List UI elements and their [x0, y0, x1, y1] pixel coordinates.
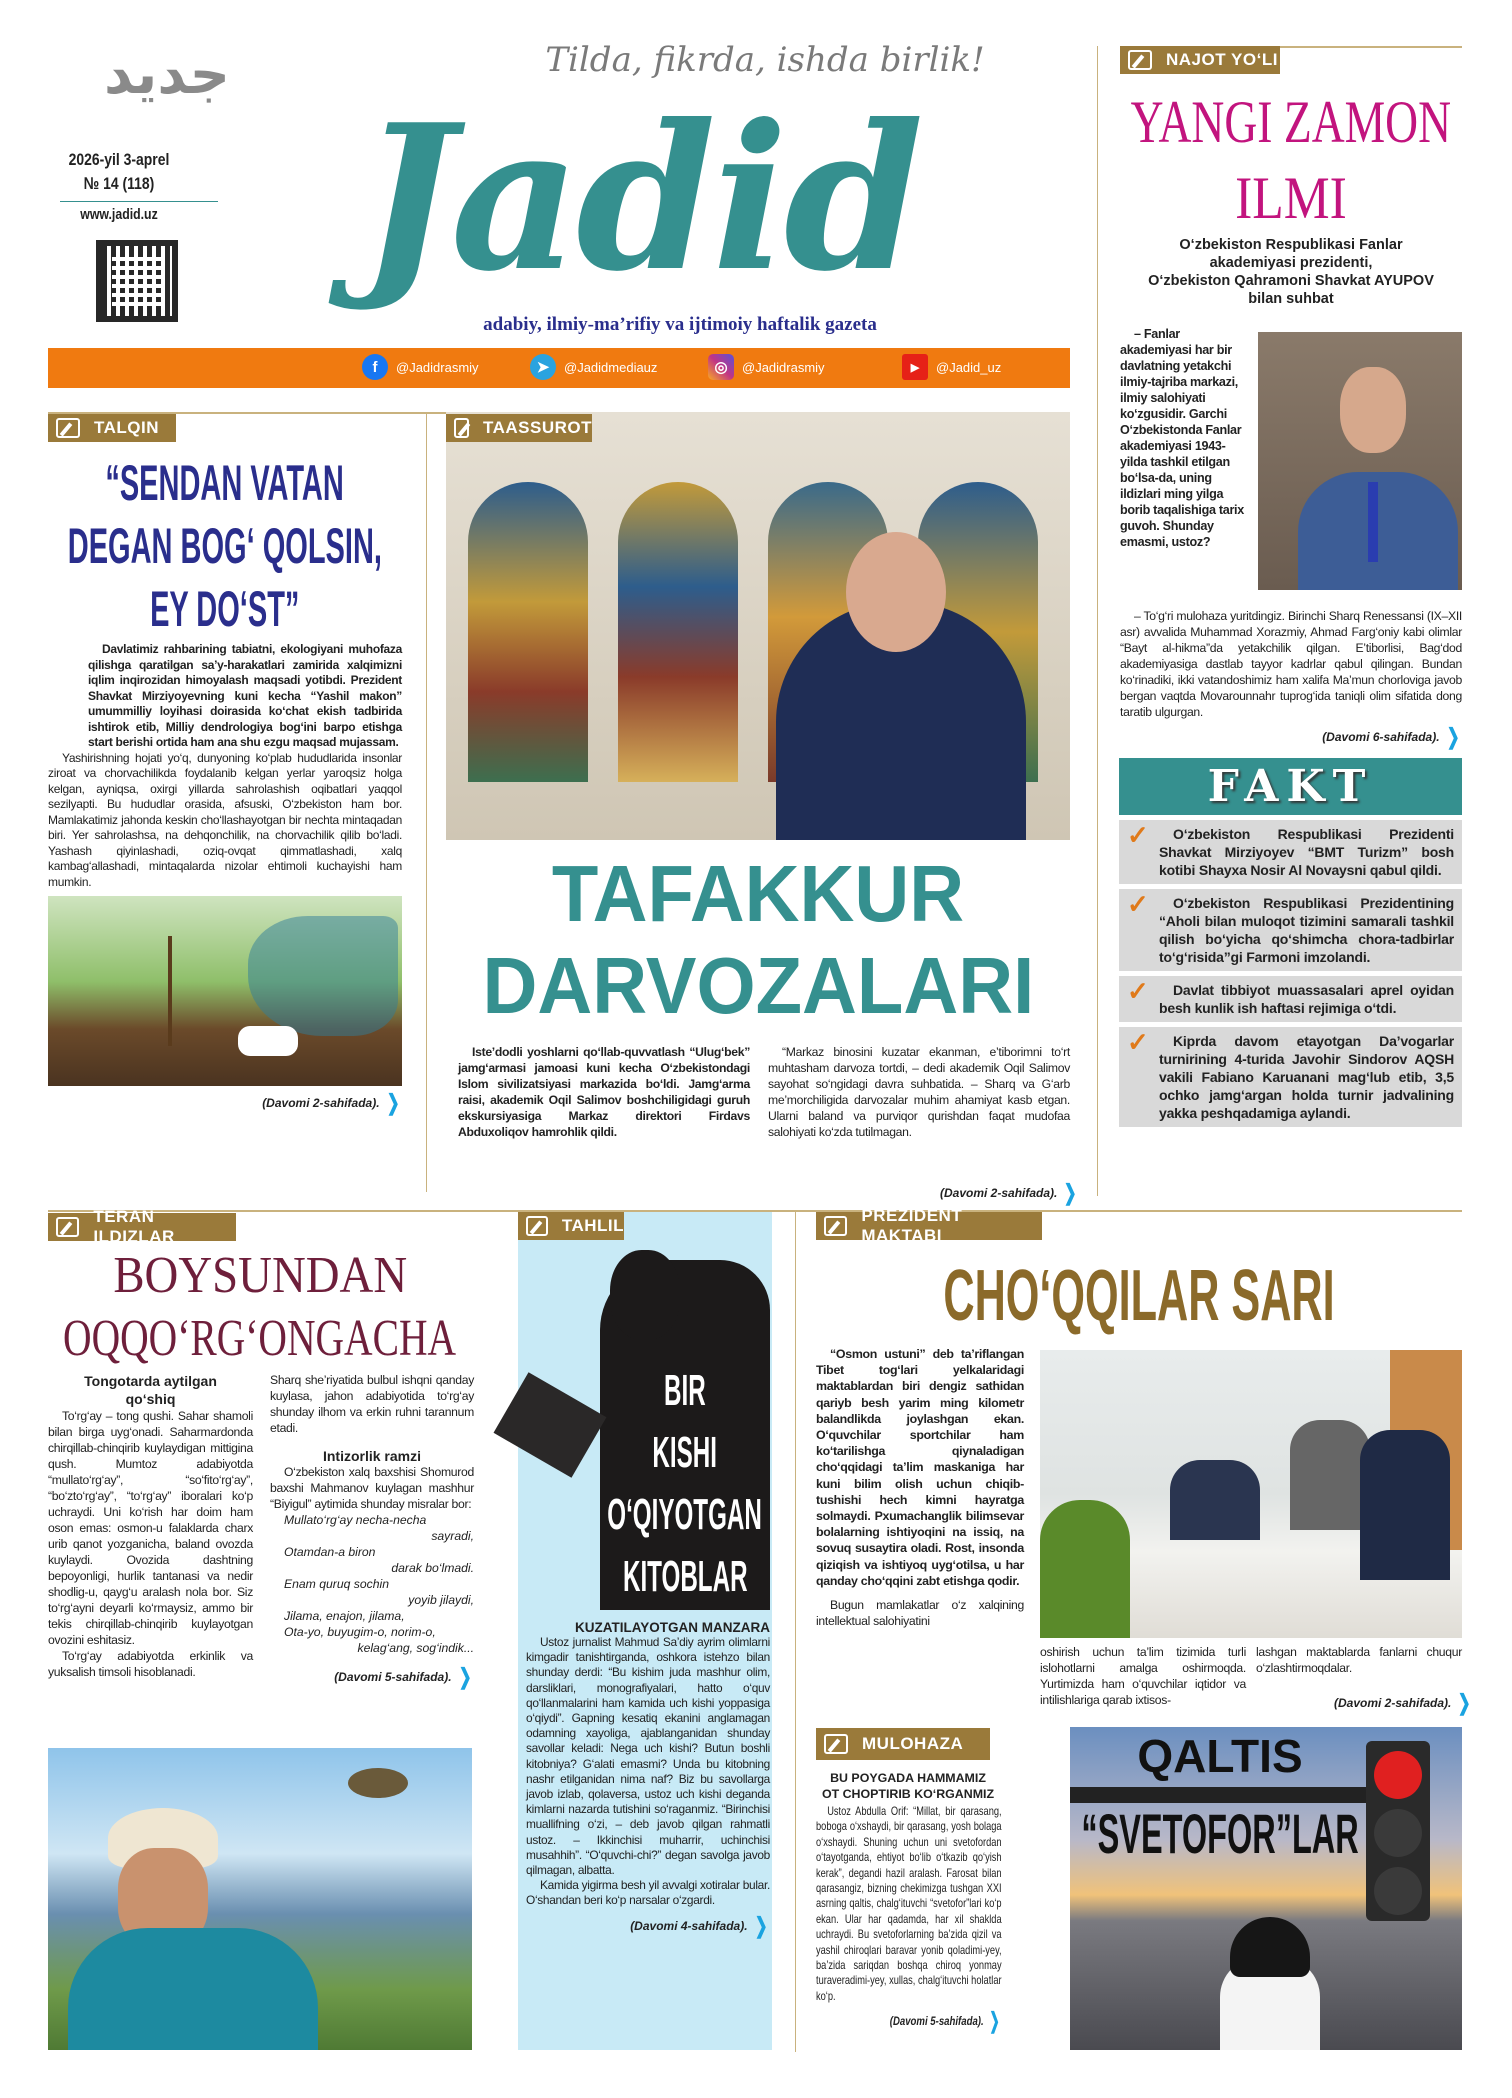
- talqin-body: Yashirishning hojati yo‘q, dunyoning ko‘plab hududlarida insonlar ziroat va chorvachilikda foydalanib kelgan yerlar yaroqsiz holga kelgan, ayniqsa, oxirgi yillarda sahrolashish oqibatlari yaqqol sezilyapti. Bu hududlar orasida, afsuski, O‘zbekiston ham bor. Mamlakatimiz jahonda keskin cho‘llashayotgan bir nechta mintaqadan biri. Yer sahrolashsa, na dehqonchilik, na chorvachilik qilib bo‘ladi. Yashash qiyinlashadi, oziq-ovqat qimmatlashadi, xalq kambag‘allashadi, mintaqalarda nizolar ehtimoli kuchayishi ham mumkin.: [48, 750, 402, 889]
- chevron-right-icon: ❯: [989, 2008, 1000, 2034]
- talqin-column: [48, 642, 402, 1116]
- continued-link[interactable]: [48, 1090, 402, 1116]
- newspaper-subtitle: adabiy, ilmiy-ma’rifiy va ijtimoiy haftalik gazeta: [483, 314, 877, 335]
- section-label-mulohaza: [816, 1728, 990, 1760]
- checkmark-icon: ✓: [1127, 820, 1149, 850]
- deck-line: O‘zbekiston Qahramoni Shavkat AYUPOV: [1148, 273, 1434, 289]
- deck-line: bilan suhbat: [1248, 291, 1334, 307]
- paragraph: Ustoz jurnalist Mahmud Sa’diy ayrim olimlarni kimgadir tanishtirganda, oshkora istehzo bilan shunday derdi: “Bu kishim juda mashhur olim, darsliklari, monografiyalari, hatto o‘quv qo‘llanmalarini ham kamida uch kishi yoppasiga o‘qiydi”. Gapning kesatiq ekanini anglamagan odamning xayoliga, ajablanganidan shunday savollar keladi: Nega uch kishi? Butun boshli kitobniya? G‘alati emasmi? Unda bu kitobning nashr etilganidan nima naf? Biz bu savollarga javob izlab, qolaversa, ustoz uch kishi deganda kimlarni nazarda tutishini so‘raganmiz. “Birinchisi muallifning o‘zi, – deb javob qilgan rahmatli ustoz. – Ikkinchisi muharrir, uchinchisi musahhih”. “O‘quvchi-chi?” degan savolga javob qilmagan, albatta.: [526, 1635, 770, 1878]
- pencil-icon: [526, 1216, 548, 1236]
- fakt-box: [1119, 758, 1462, 1127]
- fakt-item: [1119, 889, 1462, 971]
- prezident-headline: [816, 1256, 1462, 1336]
- issue-number: № 14 (118): [83, 174, 155, 193]
- poem: [270, 1512, 474, 1656]
- chevron-right-icon: ❯: [1458, 1690, 1472, 1715]
- pencil-icon: [454, 418, 469, 438]
- social-handle: @Jadidrasmiy: [396, 359, 479, 375]
- interview-answer: – To‘g‘ri mulohaza yuritdingiz. Birinchi Sharq Renessansi (IX–XII asr) avvalida Muhammad Xorazmiy, Ahmad Farg‘oniy kabi olimlar “Bayt al-hikma”da yetakchilik qilgan. E’tiborlisi, Bag‘dod akademiyasiga dastlab tayyor kadrlar qabul qilingan. Bundan ko‘rinadiki, ikki vatandoshimiz ham xalifa Ma’mun chorloviga javob bergan vaqtda Movarounnahr tuprog‘ida taniqli olim sifatida dong taratib ulgurgan.: [1120, 609, 1462, 719]
- tahlil-text: [526, 1620, 770, 1939]
- paragraph: Kamida yigirma besh yil avvalgi xotiralar bular. O‘shandan beri ko‘p narsalar o‘zgardi.: [526, 1878, 770, 1908]
- poem-line: kelag‘ang, sog‘indik...: [357, 1641, 474, 1655]
- instagram-icon: ◎: [708, 354, 734, 380]
- youtube-icon: ▶: [902, 354, 928, 380]
- talqin-lead: Davlatimiz rahbarining tabiatni, ekologiyani muhofaza qilishga qaratilgan sa’y-harakatlari zamirida xalqimizni iqlim inqirozidan himoyalash maqsadi yotibdi. Prezident Shavkat Mirziyoyevning kuni kecha “Yashil makon” umummilliy loyihasi doirasida ko‘chat ekish tadbirida ishtirok etib, Milliy dendrologiya bog‘ini barpo etishga start berishi ortida ham ana shu ezgu maqsad mujassam.: [88, 642, 402, 749]
- paragraph: oshirish uchun ta’lim tizimida turli islohotlarni amalga oshirmoqda. Yurtimizda ham o‘quvchilar iqtidor va intilishlariga qarab ixtisos-: [1040, 1645, 1246, 1707]
- headline-line: DEGAN BOG‘ QOLSIN,: [67, 518, 383, 574]
- pencil-icon: [1128, 50, 1152, 70]
- poem-line: Mullato‘rg‘ay necha-necha: [284, 1513, 427, 1527]
- headline-line: ILMI: [1235, 165, 1347, 231]
- website-link[interactable]: www.jadid.uz: [80, 206, 158, 223]
- checkmark-icon: ✓: [1127, 976, 1149, 1006]
- paragraph: To‘rg‘ay adabiyotda erkinlik va yuksalish timsoli hisoblanadi.: [48, 1649, 253, 1679]
- headline-line: YANGI ZAMON: [1130, 89, 1452, 155]
- section-label-prezident: [816, 1206, 1042, 1245]
- najot-column: [1120, 326, 1462, 1127]
- social-instagram[interactable]: [708, 354, 825, 380]
- headline-line: O‘QIYOTGAN: [607, 1490, 763, 1539]
- section-label-teran: [48, 1207, 236, 1246]
- poem-line: Ota-yo, buyugim-o, norim-o,: [284, 1625, 436, 1639]
- fakt-item: [1119, 976, 1462, 1022]
- talqin-headline: [48, 452, 402, 641]
- image-title: [1074, 1727, 1366, 1869]
- poem-line: Enam quruq sochin: [284, 1577, 390, 1591]
- subheading-line: OT CHOPTIRIB KO‘RGANMIZ: [821, 1787, 995, 1801]
- pencil-icon: [824, 1216, 847, 1236]
- continued-text: (Davomi 2-sahifada).: [1334, 1696, 1452, 1710]
- section-label-text: PREZIDENT MAKTABI: [861, 1206, 963, 1245]
- poem-line: darak bo‘lmadi.: [391, 1561, 474, 1575]
- paragraph: Bugun mamlakatlar o‘z xalqining intellektual salohiyatini: [816, 1598, 1024, 1629]
- poem-line: sayradi,: [431, 1529, 474, 1543]
- najot-headline: [1120, 84, 1462, 236]
- poem-line: yoyib jilaydi,: [408, 1593, 474, 1607]
- deck-line: akademiyasi prezidenti,: [1209, 255, 1373, 271]
- continued-text: (Davomi 2-sahifada).: [262, 1096, 380, 1110]
- column-divider: [795, 1212, 796, 2052]
- section-label-text: NAJOT YO‘LI: [1166, 50, 1278, 69]
- headline-line: DARVOZALARI: [482, 941, 1034, 1030]
- headline-line: BIR: [664, 1366, 706, 1415]
- paragraph: To‘rg‘ay – tong qushi. Sahar shamoli bilan birga uyg‘onadi. Saharmardonda chirqillab-chinqirib kuylaydigan mittigina qush. Mumtoz adabiyotda “mullato‘rg‘ay”, “so‘fito‘rg‘ay”, “bo‘zto‘rg‘ay”, “to‘rg‘ay” iboralari ko‘p uchraydi. Uni ko‘rish har doim ham oson emas: osmon-u falaklarda charx urib qanot yozganicha, baland ovozda kuylaydi. Ovozida dashtning bepoyonligi, hurlik tantanasi va nedir shodlig-u, qayg‘u aralash nola bor. Siz to‘rg‘ayni deyarli ko‘rmaysiz, ammo bir tekis chirqillab-chinqirib kuylayotgan ovozini eshitasiz.: [48, 1409, 253, 1647]
- poem-line: Otamdan-a biron: [284, 1545, 376, 1559]
- fakt-item: [1119, 820, 1462, 884]
- section-label-text: TALQIN: [94, 418, 160, 437]
- mulohaza-body: Ustoz Abdulla Orif: “Millat, bir qarasang, boboga o‘xshaydi, bir qarasang, yosh bolaga o‘xshaydi. Shuning uchun uni svetofordan o‘tayotganda, ehtiyot bo‘lib o‘tkazib qo‘yish kerak”, degandi hazil aralash. Farosat bilan qarasangiz, bizning chekimizga tushgan XXI asrning qaltis, chalg‘ituvchi “svetofor”lari ko‘p ekan. Ular har qadamda, har xil shaklda uchraydi. Bu svetoforlarning ba’zida qizil va yashil chiroqlari baravar yonib qoladimi-yey, ba’zida sariqdan boshqa chiroq yonmay turaveradimi-yey, xullas, chalg‘ituvchi holatlar ko‘p.: [816, 1805, 1002, 2003]
- chevron-right-icon: ❯: [1446, 724, 1460, 749]
- paragraph: lashgan maktablarda fanlarni chuqur o‘zlashtirmoqdalar.: [1256, 1645, 1462, 1675]
- arabic-logo: جديد: [103, 42, 231, 107]
- image-title-line: QALTIS: [1137, 1730, 1303, 1782]
- continued-link[interactable]: [270, 1664, 474, 1690]
- continued-text: (Davomi 5-sahifada).: [334, 1670, 452, 1684]
- tagline: Tilda, fikrda, ishda birlik!: [545, 40, 985, 80]
- fakt-text: O‘zbekiston Respublikasi Prezidenti Shavkat Mirziyoyev “BMT Turizm” bosh kotibi Shayxa Nosir Al Novaysni qabul qildi.: [1159, 826, 1454, 878]
- social-handle: @Jadid_uz: [936, 359, 1002, 375]
- interview-question: – Fanlar akademiyasi har bir davlatning yetakchi ilmiy-tajriba markazi, ilmiy salohiyati ko‘zgusidir. Garchi O‘zbekistonda Fanlar akademiyasi 1943-yilda tashkil etilgan bo‘lsa-da, uning ildizlari ming yilga borib taqalishiga tarix guvoh. Shunday emasmi, ustoz?: [1120, 327, 1244, 549]
- tahlil-headline: [600, 1360, 770, 1608]
- section-label-text: TAHLIL: [561, 1216, 624, 1235]
- continued-link[interactable]: [1120, 724, 1462, 750]
- teran-col-left: [48, 1372, 253, 1680]
- continued-link[interactable]: [526, 1913, 770, 1939]
- continued-link[interactable]: [940, 1180, 1080, 1206]
- section-label-text: TERAN ILDIZLAR: [93, 1207, 175, 1246]
- chevron-right-icon: ❯: [1064, 1180, 1078, 1205]
- chevron-right-icon: ❯: [754, 1912, 768, 1938]
- teran-col-right: [270, 1372, 474, 1690]
- section-label-talqin: [48, 414, 176, 442]
- social-facebook[interactable]: [362, 354, 479, 380]
- headline-line: “SENDAN VATAN: [105, 455, 345, 511]
- subheading: KUZATILAYOTGAN MANZARA: [575, 1620, 770, 1635]
- elder-with-bird-photo: [48, 1748, 472, 2050]
- issue-date: 2026-yil 3-aprel: [68, 150, 170, 169]
- social-handle: @Jadidrasmiy: [742, 359, 825, 375]
- headline-line: BOYSUNDAN: [113, 1247, 407, 1304]
- najot-deck: [1120, 236, 1462, 308]
- red-light-icon: [1374, 1751, 1422, 1799]
- fakt-title: FAKT: [1119, 758, 1462, 815]
- social-handle: @Jadidmediauz: [564, 359, 658, 375]
- social-youtube[interactable]: [902, 354, 1001, 380]
- continued-text: (Davomi 5-sahifada).: [889, 2014, 984, 2029]
- continued-text: (Davomi 2-sahifada).: [940, 1186, 1058, 1200]
- section-label-najot: [1120, 46, 1280, 74]
- section-label-text: TAASSUROT: [482, 418, 592, 437]
- silhouette-head: [610, 1250, 680, 1340]
- continued-link[interactable]: [816, 2008, 1002, 2034]
- headline-line: KITOBLAR: [622, 1552, 748, 1601]
- headline-line: KISHI: [652, 1428, 718, 1477]
- section-label-taassurot: [446, 414, 592, 442]
- continued-text: (Davomi 4-sahifada).: [630, 1918, 748, 1933]
- paragraph: Sharq she’riyatida bulbul ishqni qanday kuylasa, jahon adabiyotida to‘rg‘ay shunday ilhom va erkin ruhni tarannum etadi.: [270, 1373, 474, 1435]
- headline-line: TAFAKKUR: [551, 849, 965, 938]
- headline-line: EY DO‘ST”: [150, 581, 300, 637]
- mosaic-gates-photo: [446, 412, 1070, 840]
- fakt-item: [1119, 1027, 1462, 1127]
- mulohaza-subheading: [816, 1770, 1000, 1802]
- facebook-icon: f: [362, 354, 388, 380]
- poem-line: Jilama, enajon, jilama,: [284, 1609, 405, 1623]
- pencil-icon: [56, 418, 80, 438]
- checkmark-icon: ✓: [1127, 889, 1149, 919]
- chevron-right-icon: ❯: [458, 1664, 472, 1689]
- social-telegram[interactable]: [530, 354, 657, 380]
- fakt-text: Davlat tibbiyot muassasalari aprel oyidan besh kunlik ish haftasi rejimiga o‘tdi.: [1159, 982, 1454, 1016]
- prezident-left-column: [816, 1346, 1024, 1629]
- taassurot-body: “Markaz binosini kuzatar ekanman, e’tiborimni to‘rt muhtasham darvoza tortdi, – dedi akademik Oqil Salimov sayohat so‘ngidagi davra suhbatida. – Sharq va G‘arb me’morchiligida darvozalar muhim ahamiyat kasb etgan. Ularni baland va purviqor qurishdan faqat mudofaa salohiyati ko‘zda tutilmagan.: [768, 1045, 1070, 1139]
- image-title-line: “SVETOFOR”LAR: [1081, 1802, 1359, 1865]
- subheading-line: BU POYGADA HAMMAMIZ: [830, 1771, 986, 1785]
- fakt-text: O‘zbekiston Respublikasi Prezidentining “Aholi bilan muloqot tizimini samarali tashkil qilish bo‘yicha qo‘shimcha chora-tadbirlar to‘g‘risida”gi Farmoni imzolandi.: [1159, 895, 1454, 965]
- telegram-icon: ➤: [530, 354, 556, 380]
- portrait-photo: [1258, 332, 1462, 590]
- pencil-icon: [56, 1217, 79, 1237]
- newspaper-title-logo: Jadid: [360, 81, 920, 316]
- deck-line: O‘zbekiston Respublikasi Fanlar: [1179, 237, 1403, 253]
- continued-text: (Davomi 6-sahifada).: [1322, 730, 1440, 744]
- teran-headline: [48, 1244, 472, 1370]
- mulohaza-column: [816, 1804, 1002, 2034]
- continued-link[interactable]: [1334, 1690, 1474, 1716]
- paragraph: O‘zbekiston xalq baxshisi Shomurod baxshi Mahmanov kuylagan mashhur “Biyigul” aytimida shunday misralar bor:: [270, 1465, 474, 1511]
- classroom-meeting-photo: [1040, 1350, 1462, 1638]
- section-label-tahlil: [518, 1212, 624, 1240]
- headline-line: OQQO‘RG‘ONGACHA: [63, 1310, 457, 1367]
- taassurot-lead: Iste’dodli yoshlarni qo‘llab-quvvatlash “Ulug‘bek” jamg‘armasi jamoasi kuni kecha O‘zbekistondagi Islom sivilizatsiyasi markazida bo‘ldi. Jamg‘arma raisi, akademik Oqil Salimov boshchiligidagi guruh ekskursiyasiga Markaz direktori Firdavs Abduxoliqov hamrohlik qildi.: [458, 1045, 750, 1139]
- subheading: Intizorlik ramzi: [322, 1448, 422, 1464]
- tree-planting-photo: [48, 896, 402, 1086]
- traffic-light-road-photo: [1070, 1727, 1462, 2050]
- masthead-divider: [60, 201, 218, 202]
- fakt-text: Kiprda davom etayotgan Da’vogarlar turnirining 4-turida Javohir Sindorov AQSH vakili Fabiano Karuanani mag‘lub etib, 3,5 ochko jamg‘argan holda turnir jadvalining yakka peshqadamiga aylandi.: [1159, 1033, 1454, 1121]
- headline-text: CHO‘QQILAR SARI: [943, 1256, 1335, 1336]
- qr-code: [96, 240, 178, 322]
- column-divider: [1097, 46, 1098, 1196]
- pencil-icon: [824, 1734, 848, 1754]
- column-divider: [426, 412, 427, 1192]
- section-label-text: MULOHAZA: [862, 1734, 964, 1753]
- checkmark-icon: ✓: [1127, 1027, 1149, 1057]
- subheading: Tongotarda aytilgan qo‘shiq: [84, 1373, 217, 1407]
- taassurot-headline: [446, 848, 1070, 1032]
- prezident-lead: “Osmon ustuni” deb ta’riflangan Tibet tog‘lari yelkalaridagi maktablardan biri dengiz sathidan qariyb besh yarim ming kilometr balandlikda joylashgan ekan. O‘quvchilar sportchilar ham ko‘tarilishga qiynaladigan cho‘qqidagi ta’lim maskaniga har kuni bilim olish uchun chiqib-tushishi hech kimni hayratga solmaydi. Pxumachanglik bilimsevar bolalarning ishtiyoqini na issiq, na sovuq susaytira oladi. Rost, insonda qiziqish va ishtiyoq uyg‘otilsa, u har qanday cho‘qqini zabt etishga qodir.: [816, 1347, 1024, 1588]
- chevron-right-icon: ❯: [386, 1090, 400, 1115]
